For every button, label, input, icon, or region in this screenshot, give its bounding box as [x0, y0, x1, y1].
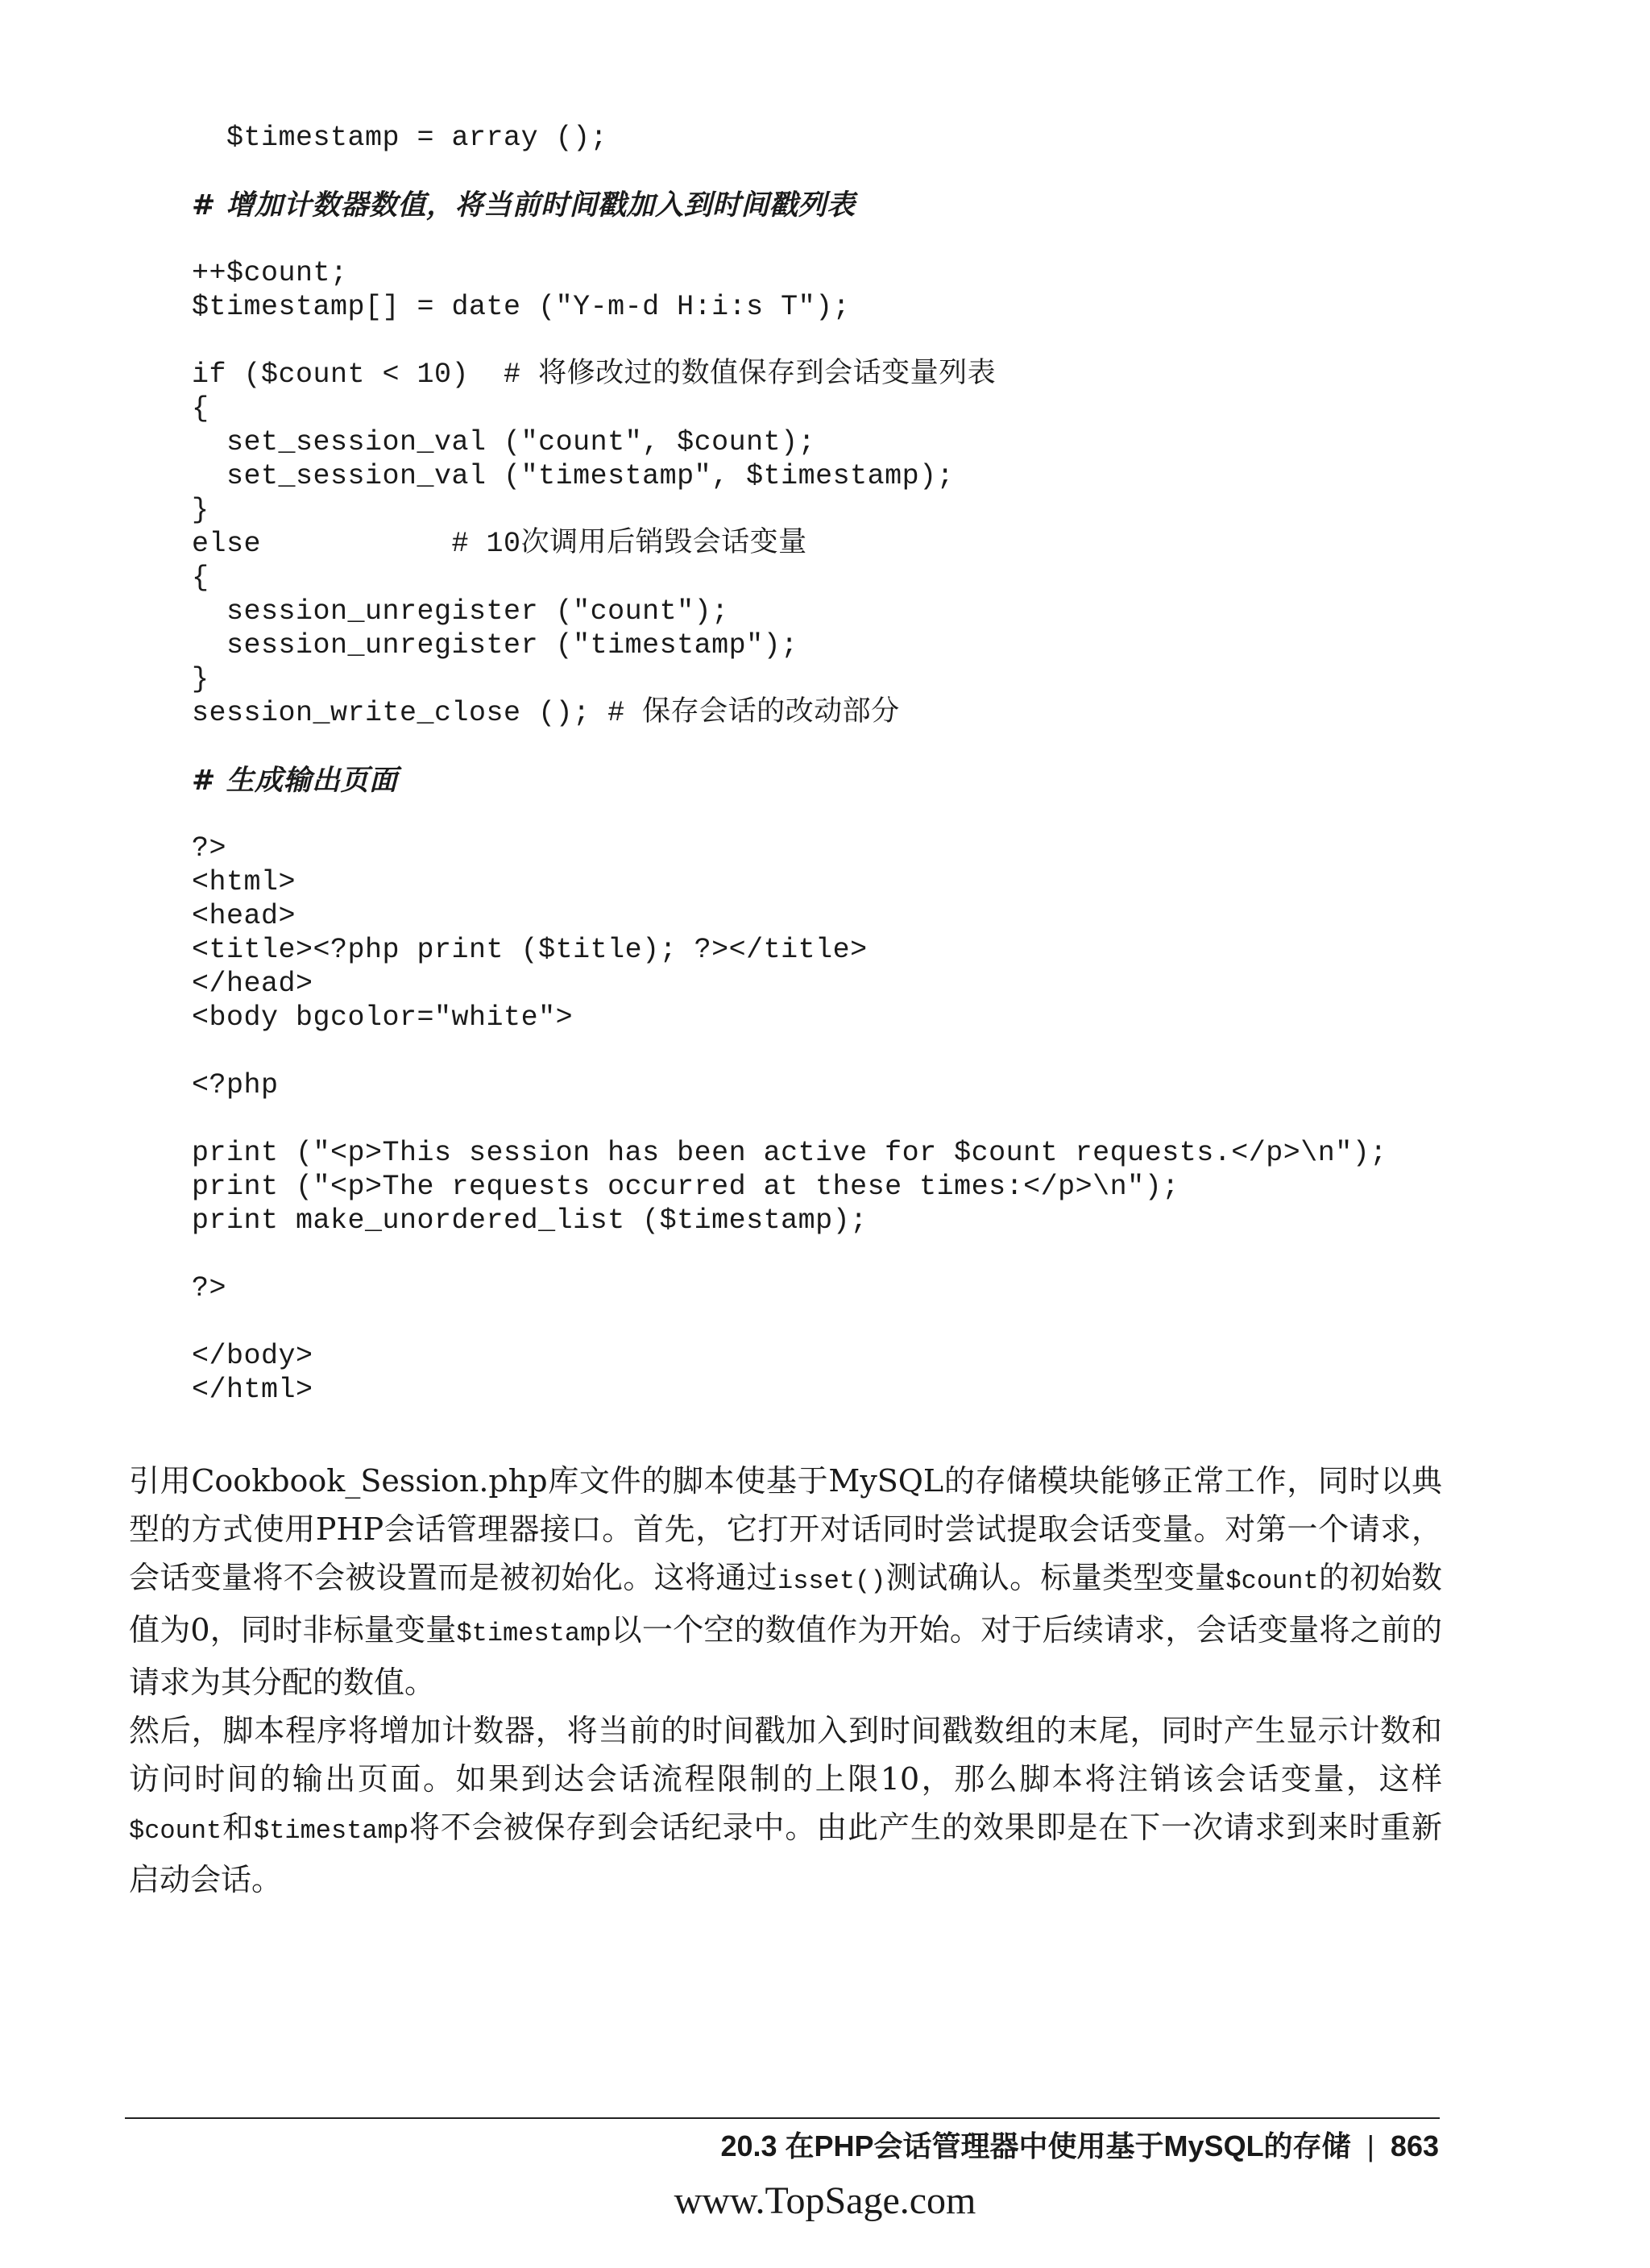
code-comment: # 增加计数器数值，将当前时间戳加入到时间戳列表 — [192, 189, 856, 222]
body-paragraph — [129, 1706, 1442, 1904]
paragraph-text: 的初始数值为0，同时非标量变量 — [129, 1560, 1442, 1648]
code-line: </html> — [192, 1374, 313, 1406]
code-line: else # 10次调用后销毁会话变量 — [192, 528, 807, 560]
body-paragraph — [129, 1457, 1442, 1706]
code-line — [192, 155, 1521, 189]
code-line: print make_unordered_list ($timestamp); — [192, 1204, 868, 1237]
footer-divider — [125, 2117, 1440, 2119]
code-line: <html> — [192, 866, 296, 898]
code-line: session_unregister ("count"); — [192, 595, 729, 628]
code-line: } — [192, 494, 209, 526]
code-line: } — [192, 663, 209, 695]
code-line: print ("<p>This session has been active for $count requests.</p>\n"); — [192, 1137, 1387, 1169]
paragraph-text: 引用Cookbook_Session.php库文件的脚本使基于MySQL的存储模块能够正常工作，同时以典型的方式使用PHP会话管理器接口。首先，它打开对话同时尝试提取会话变量。对第一个请求，会话变量将不会被设置而是被初始化。这将通过 — [129, 1463, 1442, 1595]
code-line — [192, 222, 1521, 256]
code-listing — [192, 121, 1521, 1407]
code-line — [192, 1305, 1521, 1339]
code-line — [192, 730, 1521, 764]
paragraph-text: 测试确认。标量类型变量 — [885, 1560, 1226, 1595]
code-line: $timestamp = array (); — [192, 122, 608, 154]
code-line: </body> — [192, 1340, 313, 1372]
code-line: session_write_close (); # 保存会话的改动部分 — [192, 697, 900, 729]
watermark-url: www.TopSage.com — [674, 2179, 976, 2222]
inline-code: $timestamp — [456, 1619, 611, 1648]
code-line — [192, 1102, 1521, 1136]
code-line — [192, 1238, 1521, 1271]
page-number: 863 — [1390, 2129, 1439, 2162]
code-line: set_session_val ("timestamp", $timestamp); — [192, 460, 955, 492]
footer-separator: | — [1366, 2129, 1374, 2162]
inline-code: isset() — [777, 1566, 886, 1596]
paragraph-text: 以一个空的数值作为开始。对于后续请求，会话变量将之前的请求为其分配的数值。 — [129, 1612, 1442, 1700]
code-comment: # 生成输出页面 — [192, 764, 398, 797]
code-line: session_unregister ("timestamp"); — [192, 629, 798, 661]
code-line: ?> — [192, 1272, 227, 1304]
code-line — [192, 1034, 1521, 1068]
code-line: <?php — [192, 1069, 279, 1101]
code-line: </head> — [192, 968, 313, 1000]
paragraph-text: 将不会被保存到会话纪录中。由此产生的效果即是在下一次请求到来时重新启动会话。 — [129, 1810, 1442, 1897]
code-line — [192, 324, 1521, 358]
code-line — [192, 798, 1521, 831]
code-line: { — [192, 562, 209, 594]
running-footer — [720, 2129, 1439, 2164]
code-line: <head> — [192, 900, 296, 932]
code-line: <body bgcolor="white"> — [192, 1001, 574, 1034]
code-line: print ("<p>The requests occurred at these times:</p>\n"); — [192, 1171, 1179, 1203]
code-line: <title><?php print ($title); ?></title> — [192, 934, 868, 966]
code-line: ?> — [192, 832, 227, 864]
inline-code: $timestamp — [253, 1816, 409, 1846]
inline-code: $count — [129, 1816, 222, 1846]
code-line: { — [192, 392, 209, 425]
code-line: set_session_val ("count", $count); — [192, 426, 816, 458]
code-line: $timestamp[] = date ("Y-m-d H:i:s T"); — [192, 291, 851, 323]
code-line: if ($count < 10) # 将修改过的数值保存到会话变量列表 — [192, 359, 997, 391]
section-title: 20.3 在PHP会话管理器中使用基于MySQL的存储 — [720, 2129, 1351, 2162]
paragraph-text: 和 — [222, 1810, 254, 1845]
paragraph-text: 然后，脚本程序将增加计数器，将当前的时间戳加入到时间戳数组的末尾，同时产生显示计数和访问时间的输出页面。如果到达会话流程限制的上限10，那么脚本将注销该会话变量，这样 — [129, 1713, 1442, 1797]
code-line: ++$count; — [192, 257, 348, 289]
inline-code: $count — [1225, 1566, 1319, 1596]
